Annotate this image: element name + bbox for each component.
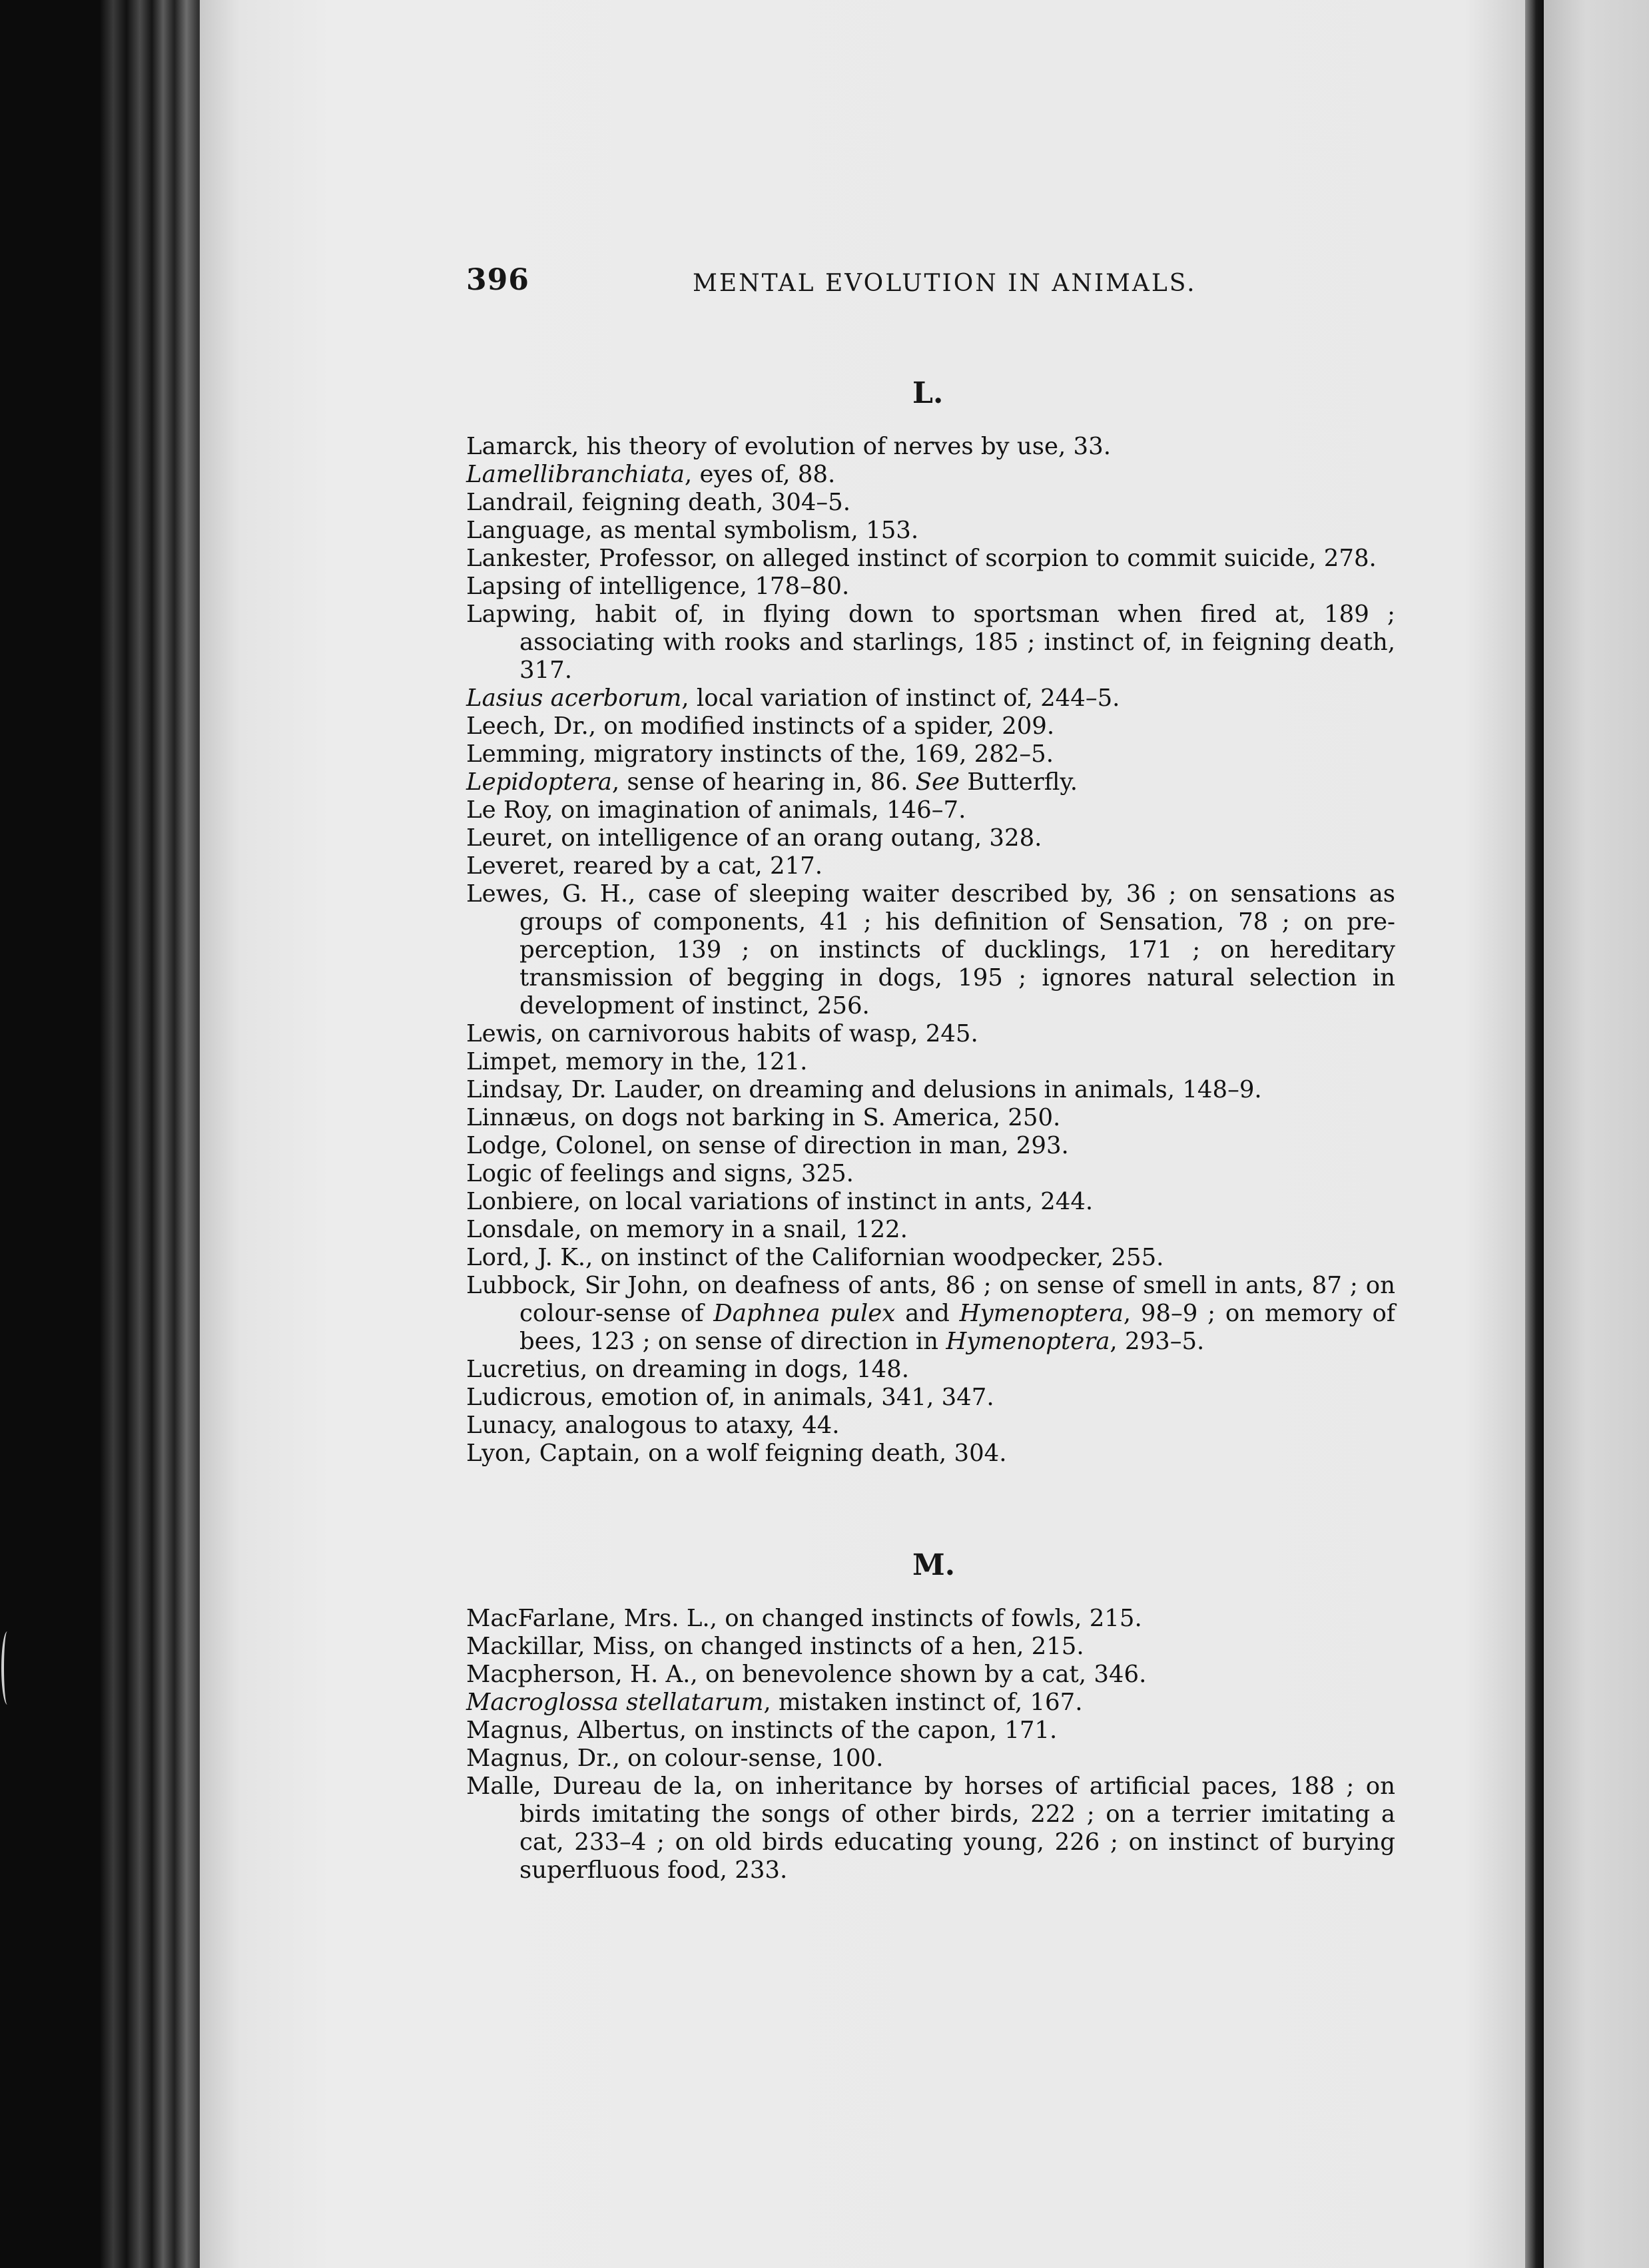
index-entry: Lapsing of intelligence, 178–80.	[466, 573, 850, 600]
index-entry: Lamellibranchiata, eyes of, 88.	[466, 461, 836, 488]
index-entry: Lewes, G. H., case of sleeping waiter described by, 36 ; on sensations as groups of components, 41 ; his definition of Sensation, 78 ; on pre-perception, 139 ; on instincts of ducklings, 171 ; on hereditary transmission of begging in dogs, 195 ; ignores natural selection in development of instinct, 256.	[466, 880, 1395, 1019]
running-title: MENTAL EVOLUTION IN ANIMALS.	[693, 270, 1197, 297]
index-entry: Lonsdale, on memory in a snail, 122.	[466, 1216, 908, 1243]
index-entry: Lindsay, Dr. Lauder, on dreaming and delusions in animals, 148–9.	[466, 1076, 1262, 1103]
index-entry: Lasius acerborum, local variation of instinct of, 244–5.	[466, 685, 1120, 712]
section-heading-m: M.	[912, 1548, 956, 1582]
index-entry: Malle, Dureau de la, on inheritance by horses of artificial paces, 188 ; on birds imitating the songs of other birds, 222 ; on a terrier imitating a cat, 233–4 ; on old birds educating young, 226 ; on instinct of burying superfluous food, 233.	[466, 1773, 1395, 1884]
index-entry: Landrail, feigning death, 304–5.	[466, 489, 851, 516]
index-entry: Lewis, on carnivorous habits of wasp, 245.	[466, 1020, 978, 1047]
index-entry: Lyon, Captain, on a wolf feigning death, 304.	[466, 1440, 1007, 1467]
page-header	[466, 263, 1399, 310]
index-entry: Lepidoptera, sense of hearing in, 86. See Butterfly.	[466, 768, 1078, 796]
index-entry: Lonbiere, on local variations of instinct in ants, 244.	[466, 1188, 1094, 1215]
page-number: 396	[466, 263, 529, 297]
section-heading-l: L.	[912, 376, 944, 410]
index-entry: Lamarck, his theory of evolution of nerves by use, 33.	[466, 433, 1112, 460]
index-entry: Ludicrous, emotion of, in animals, 341, 347.	[466, 1384, 994, 1411]
index-entry: Macpherson, H. A., on benevolence shown by a cat, 346.	[466, 1661, 1147, 1688]
index-entry: Lunacy, analogous to ataxy, 44.	[466, 1412, 840, 1439]
index-list-l	[466, 433, 1395, 1468]
index-entry: Magnus, Dr., on colour-sense, 100.	[466, 1745, 884, 1772]
index-entry: Lankester, Professor, on alleged instinct of scorpion to commit suicide, 278.	[466, 545, 1377, 572]
page-gutter-shadow	[1525, 0, 1544, 2268]
index-entry: Lodge, Colonel, on sense of direction in man, 293.	[466, 1132, 1069, 1159]
index-entry: Le Roy, on imagination of animals, 146–7.	[466, 796, 966, 824]
facing-page-edge	[1544, 0, 1649, 2268]
index-entry: Magnus, Albertus, on instincts of the capon, 171.	[466, 1717, 1058, 1744]
index-entry: Lemming, migratory instincts of the, 169, 282–5.	[466, 740, 1054, 768]
index-entry: Linnæus, on dogs not barking in S. America, 250.	[466, 1104, 1061, 1131]
index-entry: Leuret, on intelligence of an orang outang, 328.	[466, 824, 1042, 852]
index-entry: Lapwing, habit of, in flying down to sportsman when fired at, 189 ; associating with rooks and starlings, 185 ; instinct of, in feigning death, 317.	[466, 601, 1395, 684]
index-entry: MacFarlane, Mrs. L., on changed instincts of fowls, 215.	[466, 1605, 1142, 1632]
book-binding-shadow	[0, 0, 220, 2268]
scan-margin-mark	[1, 1631, 13, 1705]
index-entry: Limpet, memory in the, 121.	[466, 1048, 808, 1075]
index-entry: Language, as mental symbolism, 153.	[466, 517, 919, 544]
index-entry: Leveret, reared by a cat, 217.	[466, 852, 823, 880]
index-entry: Macroglossa stellatarum, mistaken instinct of, 167.	[466, 1689, 1083, 1716]
index-entry: Lucretius, on dreaming in dogs, 148.	[466, 1356, 910, 1383]
index-entry: Leech, Dr., on modified instincts of a spider, 209.	[466, 712, 1055, 740]
index-list-m	[466, 1605, 1395, 1884]
index-entry: Lubbock, Sir John, on deafness of ants, 86 ; on sense of smell in ants, 87 ; on colour-sense of Daphnea pulex and Hymenoptera, 98–9 ; on memory of bees, 123 ; on sense of direction in Hymenoptera, 293–5.	[466, 1272, 1395, 1355]
index-entry: Lord, J. K., on instinct of the Californian woodpecker, 255.	[466, 1244, 1164, 1271]
index-entry: Logic of feelings and signs, 325.	[466, 1160, 854, 1187]
index-entry: Mackillar, Miss, on changed instincts of a hen, 215.	[466, 1633, 1084, 1660]
